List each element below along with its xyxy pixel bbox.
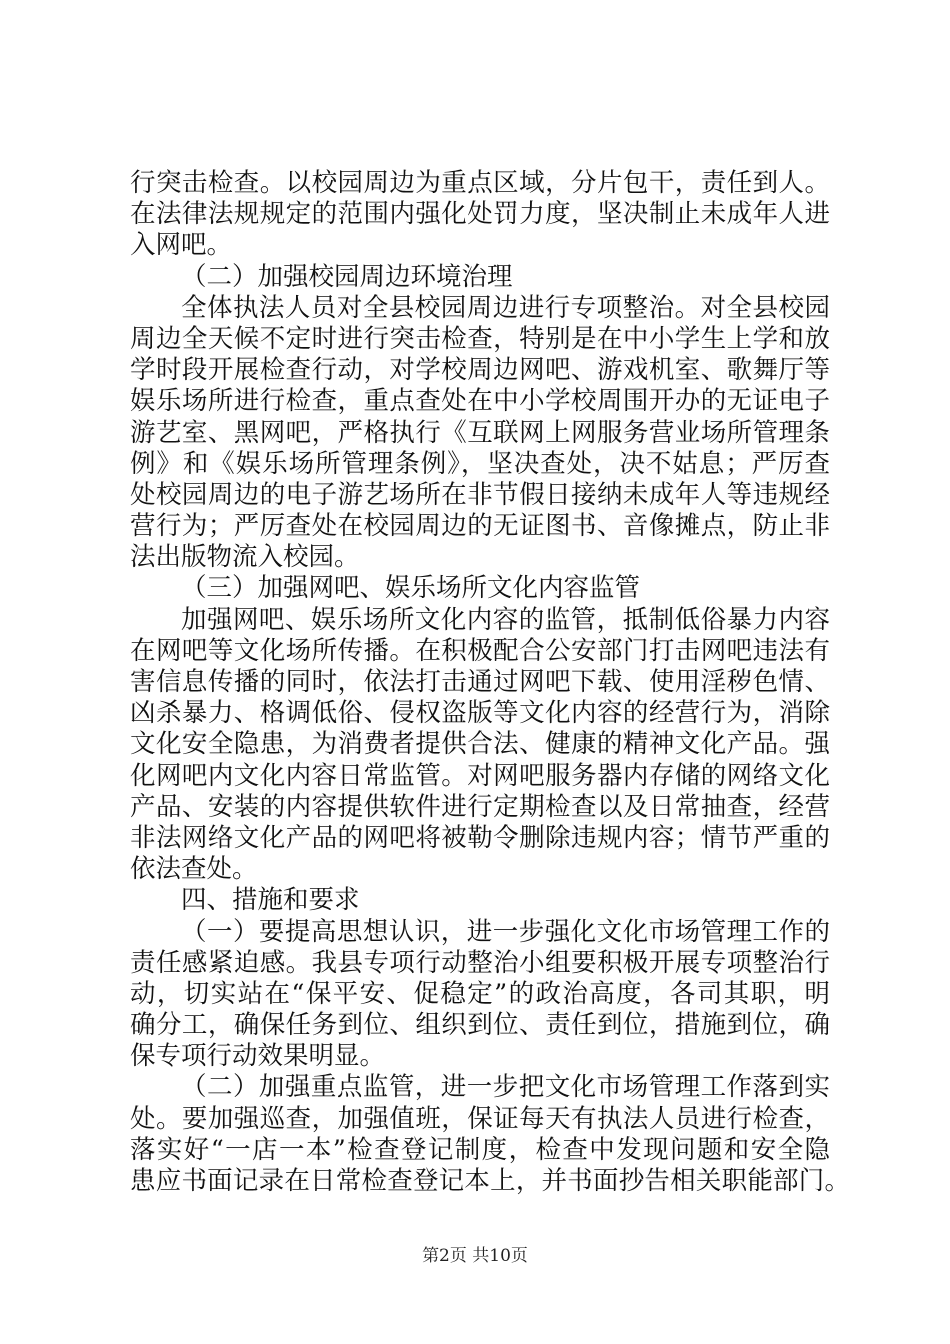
text-line: 害信息传播的同时，依法打击通过网吧下载、使用淫秽色情、	[130, 667, 830, 697]
text-line: 依法查处。	[130, 854, 258, 885]
text-line: 确分工，确保任务到位、组织到位、责任到位，措施到位，确	[130, 1010, 830, 1041]
text-line: （二）加强重点监管，进一步把文化市场管理工作落到实	[181, 1072, 830, 1103]
text-line: 凶杀暴力、格调低俗、侵权盗版等文化内容的经营行为，消除	[130, 698, 830, 729]
text-line: 动，切实站在“保平安、促稳定”的政治高度，各司其职，明	[130, 978, 830, 1009]
text-line: 游艺室、黑网吧，严格执行《互联网上网服务营业场所管理条	[130, 417, 830, 448]
text-line: 保专项行动效果明显。	[130, 1041, 386, 1072]
section-heading: （二）加强校园周边环境治理	[181, 261, 513, 292]
text-line: 产品、安装的内容提供软件进行定期检查以及日常抽查，经营	[130, 791, 830, 822]
text-line: 处校园周边的电子游艺场所在非节假日接纳未成年人等违规经	[130, 479, 830, 510]
text-line: 全体执法人员对全县校园周边进行专项整治。对全县校园	[181, 292, 830, 323]
text-line: 落实好“一店一本”检查登记制度，检查中发现问题和安全隐	[130, 1134, 830, 1165]
text-line: 行突击检查。以校园周边为重点区域，分片包干，责任到人。	[130, 168, 830, 198]
text-line: 化网吧内文化内容日常监管。对网吧服务器内存储的网络文化	[130, 760, 830, 791]
text-line: 加强网吧、娱乐场所文化内容的监管，抵制低俗暴力内容	[181, 604, 830, 635]
text-line: 营行为；严厉查处在校园周边的无证图书、音像摊点，防止非	[130, 511, 830, 542]
text-line: 例》和《娱乐场所管理条例》，坚决查处，决不姑息；严厉查	[130, 448, 830, 479]
text-line: 非法网络文化产品的网吧将被勒令删除违规内容；情节严重的	[130, 822, 830, 853]
text-line: 文化安全隐患，为消费者提供合法、健康的精神文化产品。强	[130, 729, 830, 760]
section-heading: 四、措施和要求	[181, 885, 360, 916]
document-body	[130, 168, 850, 1197]
text-line: 周边全天候不定时进行突击检查，特别是在中小学生上学和放	[130, 323, 830, 354]
text-line: 法出版物流入校园。	[130, 542, 360, 573]
text-line: 入网吧。	[130, 230, 233, 261]
text-line: （一）要提高思想认识，进一步强化文化市场管理工作的	[181, 916, 830, 947]
text-line: 学时段开展检查行动，对学校周边网吧、游戏机室、歌舞厅等	[130, 355, 830, 386]
page-number: 第2页 共10页	[422, 1246, 528, 1266]
text-line: 患应书面记录在日常检查登记本上，并书面抄告相关职能部门。	[130, 1166, 850, 1196]
text-line: 处。要加强巡查，加强值班，保证每天有执法人员进行检查，	[130, 1103, 830, 1134]
text-line: 责任感紧迫感。我县专项行动整治小组要积极开展专项整治行	[130, 947, 830, 978]
text-line: 在网吧等文化场所传播。在积极配合公安部门打击网吧违法有	[130, 635, 830, 666]
text-line: 在法律法规规定的范围内强化处罚力度，坚决制止未成年人进	[130, 199, 830, 230]
text-line: 娱乐场所进行检查，重点查处在中小学校周围开办的无证电子	[130, 386, 830, 417]
section-heading: （三）加强网吧、娱乐场所文化内容监管	[181, 573, 641, 604]
